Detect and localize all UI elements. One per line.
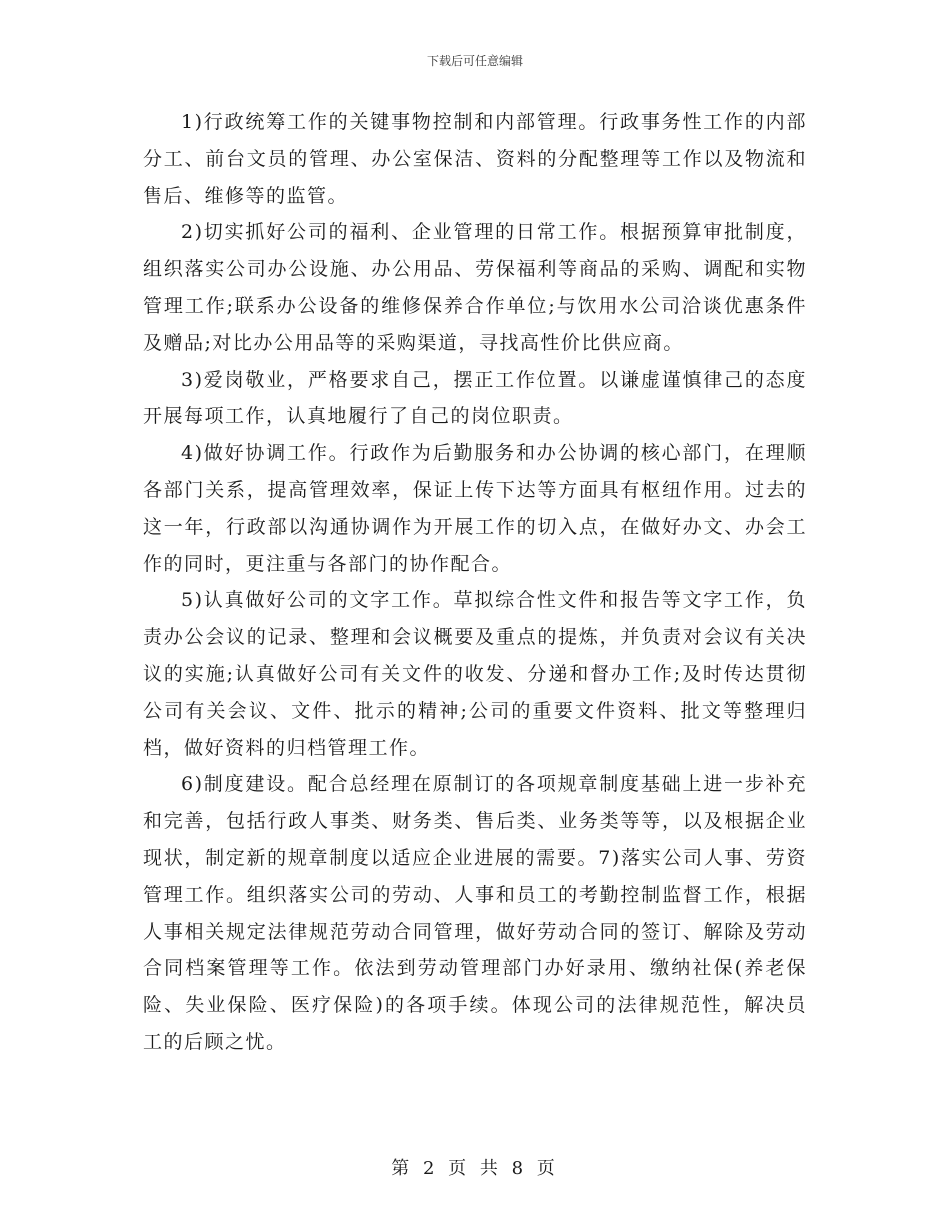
paragraph-5: 5)认真做好公司的文字工作。草拟综合性文件和报告等文字工作，负责办公会议的记录、整理和会议概要及重点的提炼，并负责对会议有关决议的实施;认真做好公司有关文件的收发、分递和督办工作;及时传达贯彻公司有关会议、文件、批示的精神;公司的重要文件资料、批文等整理归档，做好资料的归档管理工作。 bbox=[143, 589, 807, 759]
paragraph-4: 4)做好协调工作。行政作为后勤服务和办公协调的核心部门，在理顺各部门关系，提高管理效率，保证上传下达等方面具有枢纽作用。过去的这一年，行政部以沟通协调作为开展工作的切入点，在做好办文、办会工作的同时，更注重与各部门的协作配合。 bbox=[143, 442, 807, 575]
paragraph-1: 1)行政统筹工作的关键事物控制和内部管理。行政事务性工作的内部分工、前台文员的管理、办公室保洁、资料的分配整理等工作以及物流和售后、维修等的监管。 bbox=[143, 111, 807, 207]
document-body bbox=[143, 104, 807, 1061]
paragraph-2: 2)切实抓好公司的福利、企业管理的日常工作。根据预算审批制度，组织落实公司办公设施、办公用品、劳保福利等商品的采购、调配和实物管理工作;联系办公设备的维修保养合作单位;与饮用水公司洽谈优惠条件及赠品;对比办公用品等的采购渠道，寻找高性价比供应商。 bbox=[143, 221, 807, 354]
paragraph-3: 3)爱岗敬业，严格要求自己，摆正工作位置。以谦虚谨慎律己的态度开展每项工作，认真地履行了自己的岗位职责。 bbox=[143, 368, 807, 428]
page-header: 下载后可任意编辑 bbox=[426, 54, 523, 68]
page-number-footer: 第 2 页 共 8 页 bbox=[391, 1158, 559, 1179]
paragraph-6: 6)制度建设。配合总经理在原制订的各项规章制度基础上进一步补充和完善，包括行政人事类、财务类、售后类、业务类等等，以及根据企业现状，制定新的规章制度以适应企业进展的需要。7)落实公司人事、劳资管理工作。组织落实公司的劳动、人事和员工的考勤控制监督工作，根据人事相关规定法律规范劳动合同管理，做好劳动合同的签订、解除及劳动合同档案管理等工作。依法到劳动管理部门办好录用、缴纳社保(养老保险、失业保险、医疗保险)的各项手续。体现公司的法律规范性，解决员工的后顾之忧。 bbox=[143, 773, 807, 1053]
